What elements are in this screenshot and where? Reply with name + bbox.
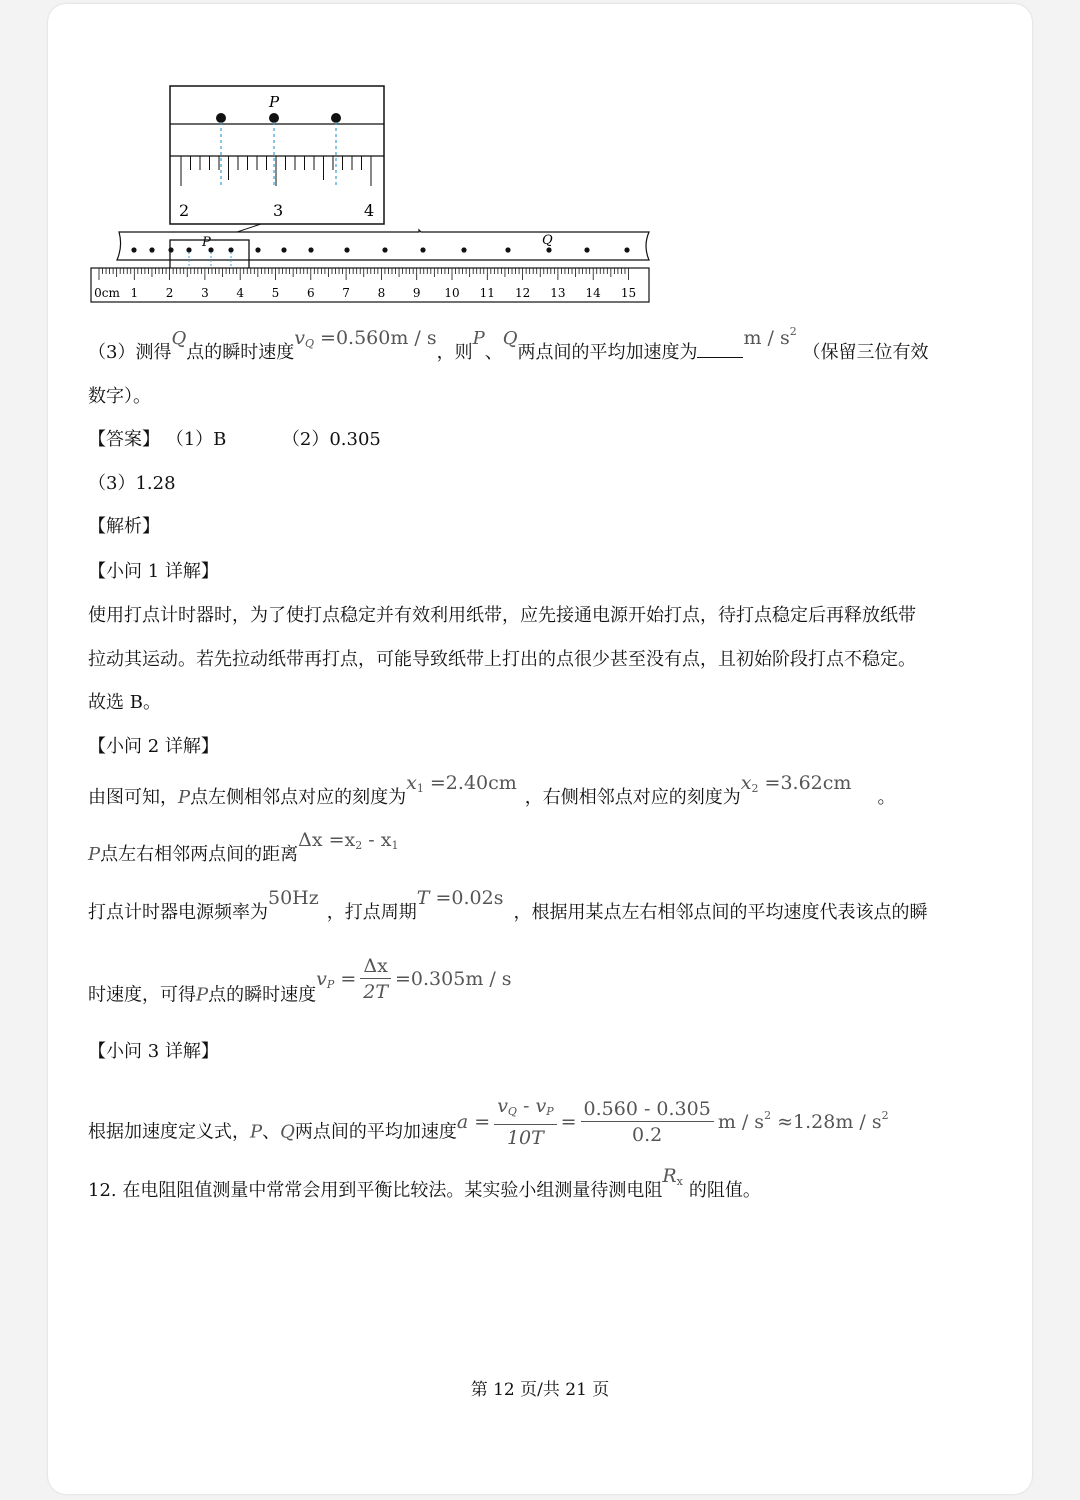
vp-expr: $v_P$ = $\frac{\Delta x}{2T}$ =0.305m / s	[316, 955, 512, 1003]
zoom-dot-p	[269, 113, 279, 123]
tape-label-q: Q	[542, 233, 553, 248]
answer-1: （1）B	[165, 429, 227, 450]
acceleration-expr: a = $\frac{v_Q - v_P}{10T}$ = $\frac{0.560 - 0.305}{0.2}$ $m / s^2 \approx 1.28m / s^2$	[456, 1095, 889, 1149]
tape-dot	[382, 247, 387, 252]
tape-dot	[344, 247, 349, 252]
delta-x-expr: $\Delta x =x_2 - x_1$	[298, 829, 399, 852]
tape-dot	[149, 247, 154, 252]
sub1-para2: 拉动其运动。若先拉动纸带再打点，可能导致纸带上打出的点很少甚至没有点，且初始阶段打点不稳定。	[88, 649, 916, 670]
answer-3: （3）1.28	[88, 473, 176, 494]
q3-sep: 、	[484, 342, 503, 363]
ruler-label-9: 9	[412, 286, 421, 300]
tape-dot	[624, 247, 629, 252]
q3-unit: m / $s^2$	[743, 325, 797, 349]
accel-fraction-2: $\frac{0.560 - 0.305}{0.2}$	[581, 1097, 714, 1148]
sub1-label: 【小问 1 详解】	[88, 561, 219, 582]
sub3-line1: 根据加速度定义式，P、Q两点间的平均加速度a = $\frac{v_Q - v_P}{10T}$ = $\frac{0.560 - 0.305}{0.2}$ $m / s^2 \approx 1.28m / s^2$	[88, 1095, 889, 1149]
q3-Q2-symbol: Q	[502, 328, 518, 349]
zoom-scale-3: 3	[273, 201, 284, 220]
sub2-line4: 时速度，可得P点的瞬时速度$v_P$ = $\frac{\Delta x}{2T}$ =0.305m / s	[88, 955, 512, 1006]
q3-text1: 点的瞬时速度	[186, 342, 295, 363]
question-3-line2: 数字）。	[88, 386, 151, 407]
zoom-dot-left	[216, 113, 226, 123]
ruler-label-1: 1	[130, 286, 139, 300]
ruler-label-5: 5	[271, 286, 280, 300]
period-expr: T =0.02s	[416, 887, 504, 909]
x1-expr: $x_1 =2.40cm$	[406, 772, 517, 795]
tape-dot	[546, 247, 551, 252]
tape-dot	[186, 247, 191, 252]
question-3-line	[88, 325, 929, 370]
ruler-label-0: 0cm	[94, 286, 120, 300]
tape-dot	[505, 247, 510, 252]
zoom-dot-right	[331, 113, 341, 123]
sub2-label: 【小问 2 详解】	[88, 736, 219, 757]
ruler-label-15: 15	[620, 286, 637, 300]
analysis-label: 【解析】	[88, 516, 160, 537]
tape-dot	[420, 247, 425, 252]
sub2-line3: 打点计时器电源频率为50Hz，打点周期T =0.02s，根据用某点左右相邻点间的平均速度代表该点的瞬	[88, 887, 928, 923]
q3-text2: ，则	[436, 342, 473, 363]
q3-prefix: （3）测得	[88, 342, 172, 363]
tape-dot	[461, 247, 466, 252]
ruler-label-4: 4	[236, 286, 245, 300]
sub1-para3: 故选 B。	[88, 692, 161, 713]
ruler-label-6: 6	[306, 286, 315, 300]
ruler-label-13: 13	[550, 286, 566, 300]
tape-dot	[168, 247, 173, 252]
ruler-label-11: 11	[479, 286, 495, 300]
tape-dot	[228, 247, 233, 252]
x2-expr: $x_2 =3.62cm$	[740, 772, 852, 795]
page-footer: 第 12 页/共 21 页	[470, 1380, 610, 1400]
rx-symbol: $R_x$	[662, 1165, 683, 1188]
question-12: 12. 在电阻阻值测量中常常会用到平衡比较法。某实验小组测量待测电阻$R_x$ 的阻值。	[88, 1165, 761, 1201]
q3-text4: （保留三位有效	[802, 342, 929, 363]
tape-dot	[281, 247, 286, 252]
answer-line	[88, 428, 381, 452]
sub1-para1: 使用打点计时器时，为了使打点稳定并有效利用纸带，应先接通电源开始打点，待打点稳定后再释放纸带	[88, 605, 916, 626]
ruler-label-12: 12	[514, 286, 531, 300]
answer-blank	[697, 343, 743, 358]
sub2-line1: 由图可知，P点左侧相邻点对应的刻度为$x_1 =2.40cm$，右侧相邻点对应的刻度为$x_2 =3.62cm$。	[88, 772, 896, 808]
answer-2: （2）0.305	[281, 429, 381, 450]
answer-label: 【答案】	[88, 429, 160, 450]
ruler-label-3: 3	[201, 286, 209, 300]
tape-dot	[584, 247, 589, 252]
frequency-value: 50Hz	[268, 887, 319, 909]
zoom-scale-4: 4	[364, 201, 375, 220]
ruler-label-8: 8	[377, 286, 386, 300]
tape-dot	[255, 247, 260, 252]
tape-dot	[131, 247, 136, 252]
ruler-label-2: 2	[165, 286, 174, 300]
tape-label-p: P	[202, 235, 211, 250]
q3-P-symbol: P	[472, 328, 485, 349]
q3-Q-symbol: Q	[171, 328, 187, 349]
ruler-label-10: 10	[444, 286, 460, 300]
q3-vq-expr: $v_Q =0.560m / s$	[294, 327, 437, 350]
ruler-label-7: 7	[342, 286, 350, 300]
ruler-label-14: 14	[585, 286, 601, 300]
tape-ruler-figure	[85, 82, 655, 310]
accel-fraction-1: $\frac{v_Q - v_P}{10T}$	[494, 1094, 556, 1151]
q3-text3: 两点间的平均加速度为	[517, 342, 698, 363]
zoom-scale-2: 2	[179, 201, 190, 220]
tape-dot	[308, 247, 313, 252]
sub3-label: 【小问 3 详解】	[88, 1041, 219, 1062]
paper-tape	[117, 230, 649, 260]
zoom-label-p: P	[269, 93, 280, 111]
sub2-line2: P点左右相邻两点间的距离$\Delta x =x_2 - x_1$	[88, 829, 399, 865]
vp-fraction: $\frac{\Delta x}{2T}$	[360, 954, 391, 1005]
